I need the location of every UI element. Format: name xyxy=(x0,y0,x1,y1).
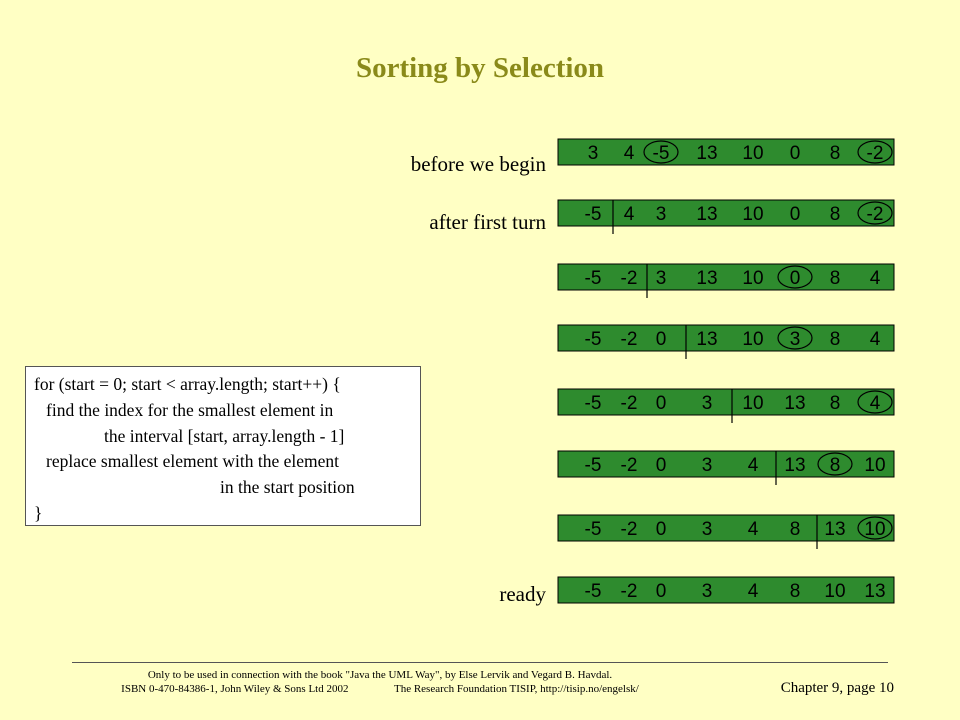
array-value: 4 xyxy=(869,268,881,289)
footer-line-2 xyxy=(0,682,760,696)
array-value: 13 xyxy=(696,204,718,225)
array-row xyxy=(558,389,894,423)
page-number: Chapter 9, page 10 xyxy=(780,680,894,696)
array-value: 8 xyxy=(829,455,841,476)
array-value: 10 xyxy=(742,268,764,289)
array-value: 8 xyxy=(829,268,841,289)
label-after-first-turn: after first turn xyxy=(429,210,546,234)
array-row xyxy=(558,200,894,234)
array-value: 4 xyxy=(747,455,759,476)
array-value: -2 xyxy=(620,329,638,350)
array-value: -5 xyxy=(652,143,670,164)
footer-isbn: ISBN 0-470-84386-1, John Wiley & Sons Ltd 2002 xyxy=(121,683,349,695)
array-box xyxy=(558,389,894,415)
array-value: 4 xyxy=(869,329,881,350)
array-value: 13 xyxy=(784,393,806,414)
array-value: 4 xyxy=(623,204,635,225)
array-box xyxy=(558,200,894,226)
footer-note xyxy=(0,668,760,696)
pseudocode-box xyxy=(25,366,421,526)
array-value: 10 xyxy=(742,393,764,414)
array-row xyxy=(558,264,894,298)
array-value: 3 xyxy=(655,204,667,225)
array-value: 3 xyxy=(701,519,713,540)
array-value: -5 xyxy=(584,393,602,414)
array-value: -5 xyxy=(584,455,602,476)
array-value: 3 xyxy=(701,455,713,476)
array-value: 10 xyxy=(864,455,886,476)
array-value: 4 xyxy=(747,581,759,602)
array-value: 13 xyxy=(696,268,718,289)
array-value: -5 xyxy=(584,204,602,225)
array-value: -2 xyxy=(866,143,884,164)
array-row xyxy=(558,451,894,485)
code-line-3: the interval [start, array.length - 1] xyxy=(104,426,345,446)
array-value: 3 xyxy=(655,268,667,289)
array-value: -5 xyxy=(584,329,602,350)
array-value: -2 xyxy=(620,519,638,540)
code-line-6: } xyxy=(34,503,43,523)
footer-tisip: The Research Foundation TISIP, http://tisip.no/engelsk/ xyxy=(393,683,639,695)
array-rows xyxy=(557,0,895,720)
array-row xyxy=(558,515,894,549)
array-value: 0 xyxy=(655,329,667,350)
code-line-5: in the start position xyxy=(220,477,355,497)
array-box xyxy=(558,325,894,351)
array-row xyxy=(558,577,894,603)
label-ready: ready xyxy=(499,582,546,606)
array-value: 0 xyxy=(655,581,667,602)
array-value: 8 xyxy=(789,581,801,602)
array-value: 4 xyxy=(747,519,759,540)
array-row xyxy=(558,325,894,359)
array-value: -2 xyxy=(866,204,884,225)
code-line-2: find the index for the smallest element in xyxy=(46,400,334,420)
array-value: 13 xyxy=(864,581,886,602)
array-value: 0 xyxy=(655,393,667,414)
array-value: 10 xyxy=(824,581,846,602)
label-before: before we begin xyxy=(410,152,546,176)
array-value: 0 xyxy=(655,455,667,476)
array-value: 13 xyxy=(784,455,806,476)
array-box xyxy=(558,264,894,290)
footer-divider xyxy=(72,662,888,663)
array-value: 8 xyxy=(829,393,841,414)
footer-line-1: Only to be used in connection with the book "Java the UML Way", by Else Lervik and Vegard B. Havdal. xyxy=(147,669,613,681)
array-value: 4 xyxy=(869,393,881,414)
array-value: 10 xyxy=(742,143,764,164)
array-value: -2 xyxy=(620,455,638,476)
array-value: 10 xyxy=(742,329,764,350)
array-value: 4 xyxy=(623,143,635,164)
array-value: 3 xyxy=(587,143,599,164)
array-value: -5 xyxy=(584,519,602,540)
array-value: 8 xyxy=(789,519,801,540)
array-box xyxy=(558,139,894,165)
array-value: 13 xyxy=(824,519,846,540)
array-value: -5 xyxy=(584,581,602,602)
array-value: 0 xyxy=(789,143,801,164)
array-value: 8 xyxy=(829,143,841,164)
array-value: 8 xyxy=(829,329,841,350)
array-value: 3 xyxy=(789,329,801,350)
array-value: -2 xyxy=(620,581,638,602)
array-value: 10 xyxy=(742,204,764,225)
array-value: -5 xyxy=(584,268,602,289)
array-value: 13 xyxy=(696,329,718,350)
code-line-1: for (start = 0; start < array.length; start++) { xyxy=(34,374,341,394)
array-value: 0 xyxy=(655,519,667,540)
array-value: 0 xyxy=(789,268,801,289)
array-value: 8 xyxy=(829,204,841,225)
code-line-4: replace smallest element with the element xyxy=(46,451,340,471)
array-value: 3 xyxy=(701,393,713,414)
array-value: -2 xyxy=(620,268,638,289)
array-value: 13 xyxy=(696,143,718,164)
array-value: 10 xyxy=(864,519,886,540)
array-value: -2 xyxy=(620,393,638,414)
array-value: 3 xyxy=(701,581,713,602)
page-title: Sorting by Selection xyxy=(355,52,605,84)
array-value: 0 xyxy=(789,204,801,225)
array-row xyxy=(558,139,894,165)
